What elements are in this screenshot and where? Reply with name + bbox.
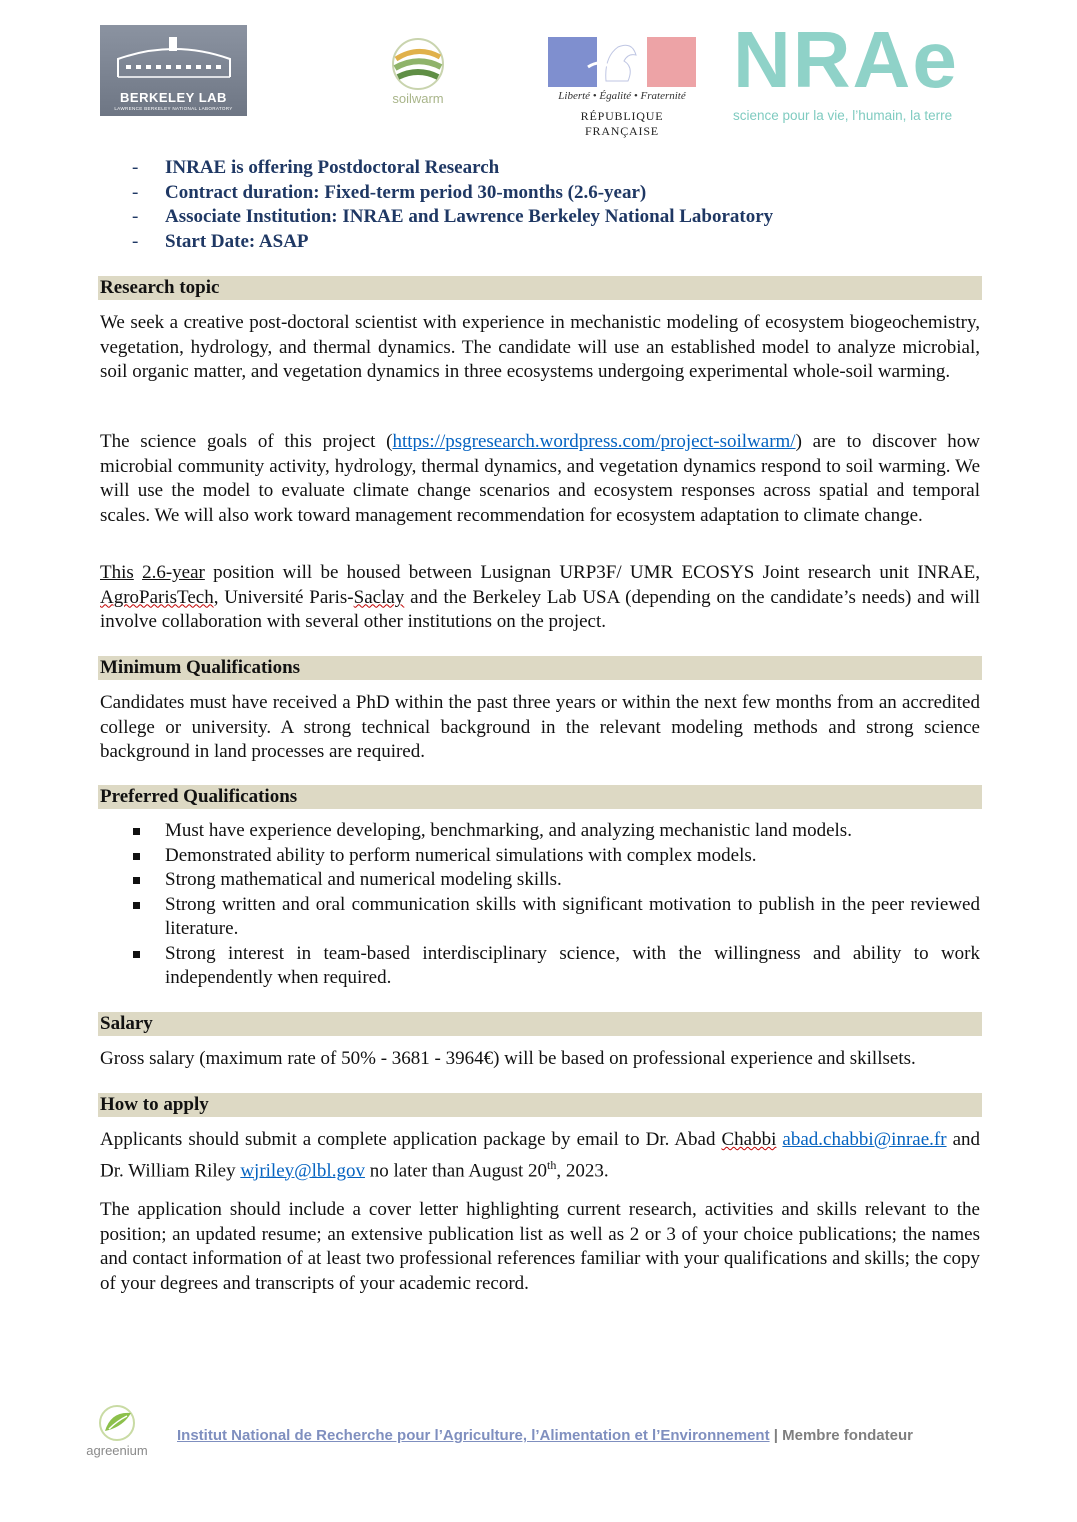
research-p3-text-a: position will be housed between Lusignan URP3F/ UMR ECOSYS Joint research unit INRAE, (204, 562, 980, 583)
footer-separator: | (769, 1427, 783, 1444)
apply-text-a: Applicants should submit a complete application package by email to Dr. Abad (100, 1129, 722, 1150)
berkeley-lab-logo (100, 25, 247, 116)
list-item (100, 819, 980, 844)
republique-name: RÉPUBLIQUE FRANÇAISE (580, 109, 664, 138)
minimum-qualifications-text: Candidates must have received a PhD within the past three years or within the next few months from an accredited college or university. A strong technical background in the relevant modeling methods and strong science background in land processes are required. (100, 692, 980, 762)
footer-line (177, 1427, 913, 1444)
apply-date-suffix: th (547, 1157, 557, 1172)
research-p3-text-b: , Université Paris- (213, 586, 354, 608)
soilwarm-logo (383, 37, 453, 111)
preferred-qualifications-heading: Preferred Qualifications (98, 785, 982, 809)
intro-item-text: Start Date: ASAP (165, 230, 309, 252)
square-bullet-icon (133, 853, 140, 860)
list-item-text: Strong mathematical and numerical modeling skills. (165, 869, 562, 890)
intro-list (100, 156, 980, 254)
square-bullet-icon (133, 877, 140, 884)
list-item-text: Must have experience developing, benchmarking, and analyzing mechanistic land models. (165, 820, 852, 841)
inrae-logo (733, 15, 983, 130)
list-item (100, 893, 980, 942)
research-p3-year: 2.6-year (142, 562, 205, 583)
research-p3-agroparistech: AgroParisTech (100, 586, 214, 608)
republique-motto: Liberté • Égalité • Fraternité (558, 90, 686, 102)
intro-item (100, 205, 980, 230)
marianne-flag-icon (548, 37, 696, 87)
how-to-apply-heading: How to apply (98, 1093, 982, 1117)
list-item (100, 844, 980, 869)
research-p3-this: This (100, 562, 134, 583)
agreenium-leaf-icon (97, 1403, 137, 1441)
footer-institute-link[interactable]: Institut National de Recherche pour l’Agriculture, l’Alimentation et l’Environnement (177, 1427, 770, 1444)
square-bullet-icon (133, 902, 140, 909)
intro-item-text: INRAE is offering Postdoctoral Research (165, 157, 500, 178)
footer-member-text: Membre fondateur (782, 1427, 913, 1444)
research-paragraph-2 (100, 430, 980, 528)
list-item (100, 942, 980, 991)
berkeley-lab-name: BERKELEY LAB (120, 90, 227, 105)
agreenium-logo (73, 1403, 161, 1461)
berkeley-building-icon (114, 37, 234, 85)
how-to-apply-paragraph-2: The application should include a cover letter highlighting current research, activities and skills relevant to the position; an updated resume; an extensive publication list as well as 2 or 3 of your choice publications; the names and contact information of at least two professional references familiar with your qualifications and skills; the copy of your degrees and transcripts of your academic record. (100, 1199, 980, 1294)
republique-francaise-logo (548, 37, 696, 138)
salary-text: Gross salary (maximum rate of 50% - 3681 - 3964€) will be based on professional experience and skillsets. (100, 1048, 916, 1069)
salary-heading: Salary (98, 1012, 982, 1036)
list-item-text: Strong interest in team-based interdisciplinary science, with the willingness and ability to work independently when required. (165, 942, 980, 988)
email-link-chabbi[interactable]: abad.chabbi@inrae.fr (782, 1129, 947, 1150)
research-p2-text-b: ) are to discover how microbial community activity, hydrology, thermal dynamics, and vegetation dynamics respond to soil warming. We will use the model to evaluate climate change scenarios and ecosystem responses across spatial and temporal scales. We will also work toward management recommendation for ecosystem adaptation to climate change. (100, 431, 980, 526)
square-bullet-icon (133, 828, 140, 835)
agreenium-wordmark: agreenium (86, 1443, 148, 1458)
minimum-qualifications-heading: Minimum Qualifications (98, 656, 982, 680)
square-bullet-icon (133, 951, 140, 958)
preferred-qualifications-list (100, 819, 980, 991)
project-link[interactable]: https://psgresearch.wordpress.com/project-soilwarm/ (392, 431, 796, 452)
list-item (100, 868, 980, 893)
research-paragraph-1: We seek a creative post-doctoral scientist with experience in mechanistic modeling of ecosystem biogeochemistry, vegetation, hydrology, and thermal dynamics. The candidate will use an established model to analyze microbial, soil organic matter, and vegetation dynamics in three ecosystems undergoing experimental whole-soil warming. (100, 312, 980, 382)
email-link-riley[interactable]: wjriley@lbl.gov (240, 1159, 365, 1181)
intro-item (100, 230, 980, 255)
dash-bullet: - (132, 206, 139, 227)
list-item-text: Strong written and oral communication skills with significant motivation to publish in the peer reviewed literature. (165, 893, 980, 939)
soilwarm-globe-icon (390, 37, 446, 91)
apply-text-d: , 2023. (556, 1159, 609, 1181)
dash-bullet: - (132, 181, 139, 203)
apply-text-c: no later than August 20 (364, 1159, 548, 1181)
soilwarm-wordmark: soilwarm (392, 91, 444, 106)
dash-bullet: - (132, 230, 139, 252)
list-item-text: Demonstrated ability to perform numerical simulations with complex models. (165, 844, 757, 866)
research-p2-text-a: The science goals of this project ( (100, 431, 393, 452)
intro-item-text: Associate Institution: INRAE and Lawrence Berkeley National Laboratory (165, 206, 774, 227)
intro-item (100, 156, 980, 181)
research-p3-text-c: and the Berkeley Lab USA (depending on the candidate’s needs) and will involve collaboration with several other institutions on the project. (100, 586, 980, 632)
research-topic-heading: Research topic (98, 276, 982, 300)
dash-bullet: - (132, 157, 139, 178)
intro-item-text: Contract duration: Fixed-term period 30-months (2.6-year) (165, 181, 647, 203)
inrae-tagline: science pour la vie, l’humain, la terre (733, 108, 953, 123)
how-to-apply-paragraph-1 (100, 1128, 980, 1183)
research-p3-saclay: Saclay (353, 586, 405, 608)
research-paragraph-3 (100, 561, 980, 635)
berkeley-lab-subtitle: LAWRENCE BERKELEY NATIONAL LABORATORY (114, 106, 233, 111)
inrae-wordmark: NRAe (733, 15, 959, 104)
apply-text-b: and Dr. William Riley (100, 1129, 981, 1181)
intro-item (100, 181, 980, 206)
apply-chabbi: Chabbi (721, 1129, 777, 1150)
